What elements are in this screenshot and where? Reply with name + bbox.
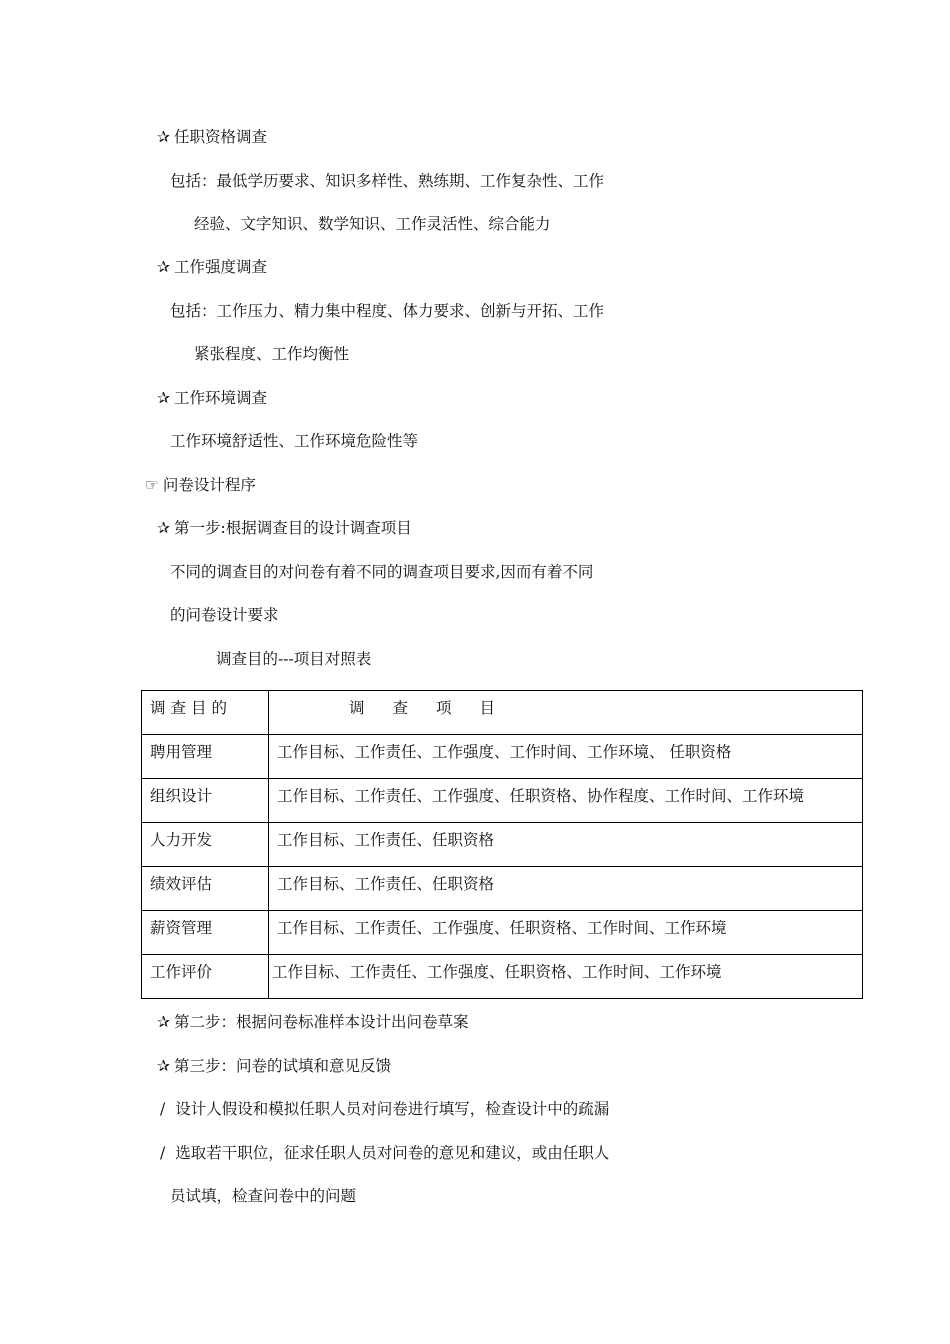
bullet-line: [160, 1143, 609, 1163]
paragraph-line: 包括：最低学历要求、知识多样性、熟练期、工作复杂性、工作: [170, 172, 605, 190]
heading-text: 工作强度调查: [174, 258, 268, 276]
table-cell-items: 工作目标、工作责任、工作强度、任职资格、工作时间、工作环境: [269, 955, 863, 999]
paragraph-line: 员试填，检查问卷中的问题: [170, 1187, 357, 1205]
heading-environment-survey: [157, 388, 267, 408]
table-cell-items: 工作目标、工作责任、任职资格: [269, 867, 863, 911]
table-row: [142, 823, 863, 867]
table-cell-items: 工作目标、工作责任、工作强度、任职资格、协作程度、工作时间、工作环境: [269, 779, 863, 823]
table-cell-items: 工作目标、工作责任、任职资格: [269, 823, 863, 867]
table-header-row: [142, 691, 863, 735]
heading-qualification-survey: [157, 127, 267, 147]
table-row: [142, 911, 863, 955]
table-row: [142, 735, 863, 779]
paragraph-line: 紧张程度、工作均衡性: [194, 345, 350, 363]
star-icon: ✰: [157, 1013, 170, 1031]
paragraph-line: 的问卷设计要求: [170, 606, 279, 624]
table-header-cell: 调查目的: [142, 691, 269, 735]
slash-bullet-icon: /: [160, 1144, 166, 1162]
table-row: [142, 955, 863, 999]
step-text: 第二步：根据问卷标准样本设计出问卷草案: [174, 1013, 469, 1031]
purpose-item-table: [141, 690, 863, 999]
paragraph-line: 工作环境舒适性、工作环境危险性等: [170, 432, 419, 450]
star-icon: ✰: [157, 389, 170, 407]
table-cell-purpose: 人力开发: [142, 823, 269, 867]
table-cell-purpose: 薪资管理: [142, 911, 269, 955]
table-cell-purpose: 绩效评估: [142, 867, 269, 911]
heading-intensity-survey: [157, 257, 267, 277]
pointing-hand-icon: ☞: [145, 476, 159, 494]
paragraph-line: 经验、文字知识、数学知识、工作灵活性、综合能力: [194, 215, 551, 233]
step-text: 第三步：问卷的试填和意见反馈: [174, 1057, 392, 1075]
heading-text: 工作环境调查: [174, 389, 268, 407]
paragraph-line: 不同的调查目的对问卷有着不同的调查项目要求,因而有着不同: [170, 563, 594, 581]
section-heading: [145, 475, 256, 495]
bullet-text: 设计人假设和模拟任职人员对问卷进行填写，检查设计中的疏漏: [175, 1100, 610, 1118]
table-caption: 调查目的---项目对照表: [216, 650, 372, 668]
table-cell-items: 工作目标、工作责任、工作强度、工作时间、工作环境、 任职资格: [269, 735, 863, 779]
step-two-heading: [157, 1012, 469, 1032]
bullet-line: [160, 1099, 609, 1119]
star-icon: ✰: [157, 128, 170, 146]
star-icon: ✰: [157, 1057, 170, 1075]
table-cell-purpose: 工作评价: [142, 955, 269, 999]
paragraph-line: 包括：工作压力、精力集中程度、体力要求、创新与开拓、工作: [170, 302, 605, 320]
step-three-heading: [157, 1056, 391, 1076]
slash-bullet-icon: /: [160, 1100, 166, 1118]
section-heading-text: 问卷设计程序: [162, 476, 256, 494]
star-icon: ✰: [157, 258, 170, 276]
table-row: [142, 779, 863, 823]
heading-text: 任职资格调查: [174, 128, 268, 146]
table-row: [142, 867, 863, 911]
bullet-text: 选取若干职位，征求任职人员对问卷的意见和建议，或由任职人: [175, 1144, 610, 1162]
step-one-heading: [157, 518, 412, 538]
star-icon: ✰: [157, 519, 170, 537]
table-cell-items: 工作目标、工作责任、工作强度、任职资格、工作时间、工作环境: [269, 911, 863, 955]
table-cell-purpose: 聘用管理: [142, 735, 269, 779]
table-cell-purpose: 组织设计: [142, 779, 269, 823]
table-header-cell: 调查项目: [269, 691, 863, 735]
step-text: 第一步:根据调查目的设计调查项目: [174, 519, 412, 537]
